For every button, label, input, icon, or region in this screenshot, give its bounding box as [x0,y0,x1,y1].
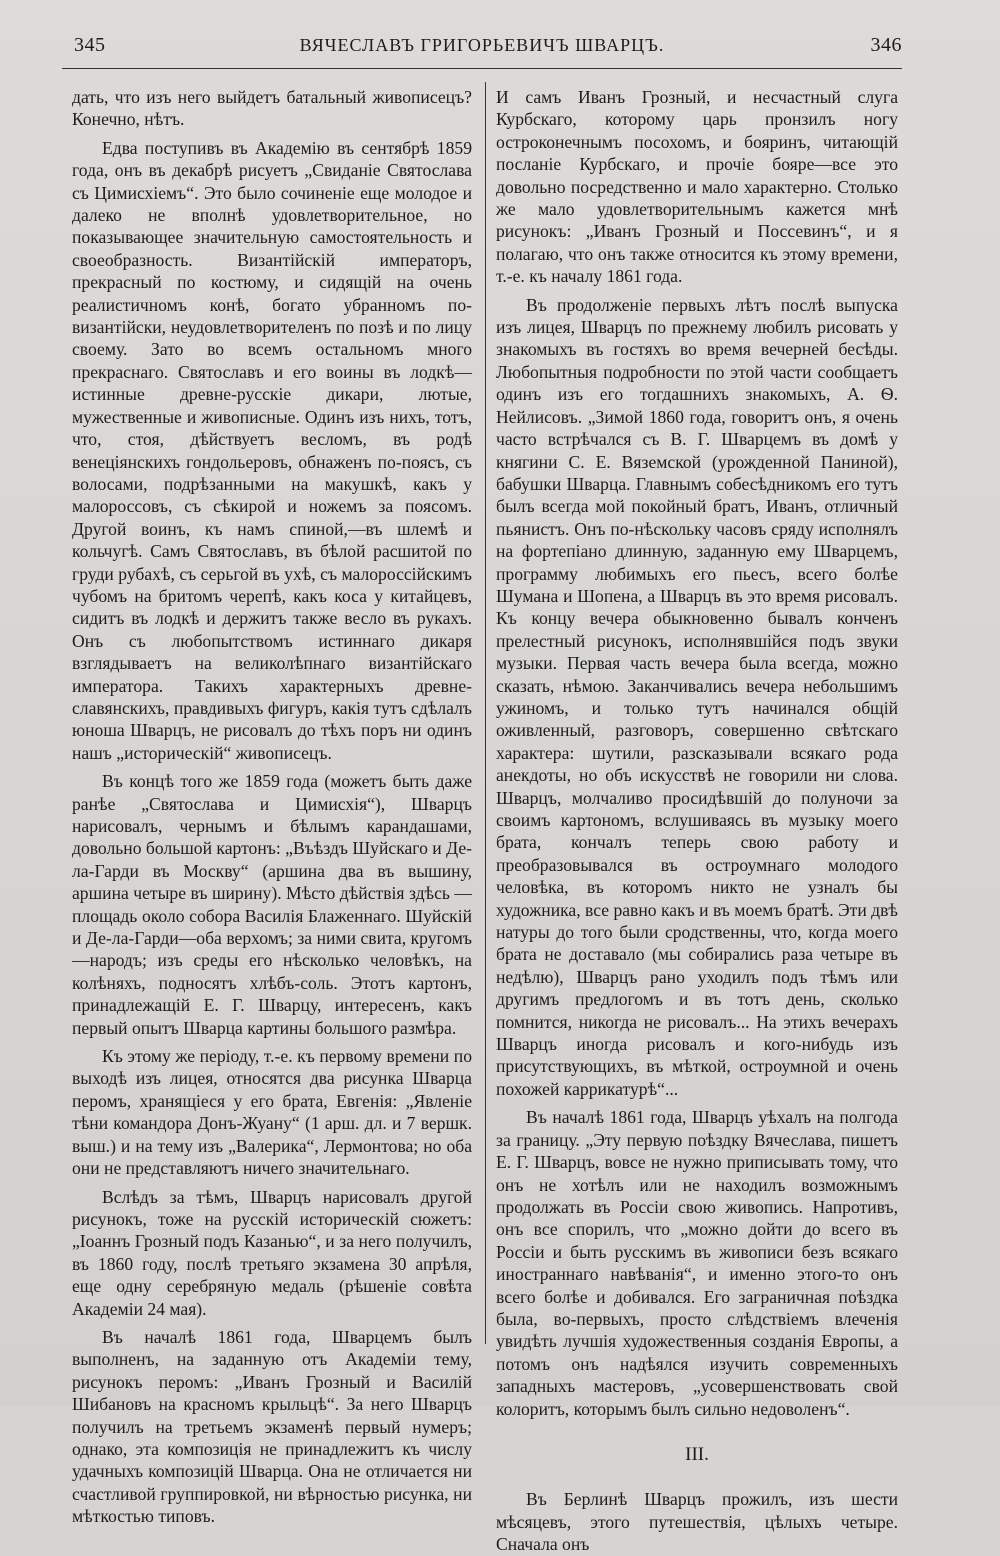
paragraph: Едва поступивъ въ Академію въ сентябрѣ 1859 года, онъ въ декабрѣ рисуетъ „Свиданіе Святослава съ Цимисхіемъ“. Это было сочиненіе еще молодое и далеко не вполнѣ удовлетворительное, но показывающее значительную самостоятельность и своеобразность. Византійскій императоръ, прекрасный по костюму, и сидящій на очень реалистичномъ конѣ, богато убранномъ по-византійски, неудовлетворителенъ по позѣ и по лицу своему. Зато во всемъ остальномъ много прекраснаго. Святославъ и его воины въ лодкѣ—истинные древне-русскіе дикари, лютые, мужественные и живописные. Одинъ изъ нихъ, тотъ, что, стоя, дѣйствуетъ весломъ, въ родѣ венеціянскихъ гондольеровъ, обнаженъ по-поясъ, съ волосами, подрѣзанными на макушкѣ, какъ у малороссовъ, съ сѣкирой и ножемъ за поясомъ. Другой воинъ, къ намъ спиной,—въ шлемѣ и кольчугѣ. Самъ Святославъ, въ бѣлой расшитой по груди рубахѣ, съ серьгой въ ухѣ, съ малороссійскимъ чубомъ на бритомъ черепѣ, какъ коса у китайцевъ, сидитъ въ лодкѣ и держитъ также весло въ рукахъ. Онъ съ любопытствомъ истиннаго дикаря взглядываетъ на великолѣпнаго византійскаго императора. Такихъ характерныхъ древне-славянскихъ, правдивыхъ фигуръ, какія тутъ сдѣлалъ юноша Шварцъ, не рисовалъ до тѣхъ поръ ни одинъ нашъ „историческій“ живописецъ. [72,137,472,763]
paragraph: Въ началѣ 1861 года, Шварцъ уѣхалъ на полгода за границу. „Эту первую поѣздку Вячеслава, пишетъ Е. Г. Шварцъ, вовсе не нужно приписывать тому, что онъ не хотѣлъ или не находилъ возможнымъ продолжать въ Россіи свою живопись. Напротивъ, онъ все спорилъ, что „можно дойти до всего въ Россіи и быть русскимъ въ живописи безъ всякаго иностраннаго навѣванія“, и именно этого-то онъ всего болѣе и добивался. Его заграничная поѣздка была, во-первыхъ, просто слѣдствіемъ влеченія увидѣть лучшія художественныя созданія Европы, а потомъ онъ надѣялся изучить современныхъ западныхъ мастеровъ, „усовершенствовать свой колоритъ, которымъ былъ сильно недоволенъ“. [496,1107,898,1419]
page-number-left: 345 [74,34,106,56]
paragraph: Въ началѣ 1861 года, Шварцемъ былъ выполненъ, на заданную отъ Академіи тему, рисунокъ перомъ: „Иванъ Грозный и Василій Шибановъ на красномъ крыльцѣ“. За него Шварцъ получилъ на третьемъ экзаменѣ первый нумеръ; однако, эта композиція не принадлежитъ къ числу удачныхъ композицій Шварца. Она не отличается ни счастливой группировкой, ни вѣрностью рисунка, ни мѣткостью типовъ. [72,1326,472,1527]
paragraph: И самъ Иванъ Грозный, и несчастный слуга Курбскаго, которому царь пронзилъ ногу остроконечнымъ посохомъ, и бояринъ, читающій посланіе Курбскаго, и прочіе бояре—все это довольно посредственно и мало характерно. Столько же мало удовлетворительнымъ кажется мнѣ рисунокъ: „Иванъ Грозный и Поссевинъ“, и я полагаю, что онъ также относится къ этому времени, т.-е. къ началу 1861 года. [496,87,898,287]
right-column [496,86,898,1556]
section-heading: III. [685,1443,709,1465]
paragraph: Въ Берлинѣ Шварцъ прожилъ, изъ шести мѣсяцевъ, этого путешествія, цѣлыхъ четыре. Сначала онъ [496,1489,898,1555]
paragraph: Вслѣдъ за тѣмъ, Шварцъ нарисовалъ другой рисунокъ, тоже на русскій историческій сюжетъ: „Іоаннъ Грозный подъ Казанью“, и за него получилъ, въ 1860 году, послѣ третьяго экзамена 30 апрѣля, еще одну серебряную медаль (рѣшеніе совѣта Академіи 24 мая). [72,1186,472,1319]
paragraph: дать, что изъ него выйдетъ батальный живописецъ? Конечно, нѣтъ. [72,87,472,130]
running-header [62,34,902,60]
left-column [72,86,472,1528]
paragraph: Къ этому же періоду, т.-е. къ первому времени по выходѣ изъ лицея, относятся два рисунка Шварца перомъ, хранящіеся у его брата, Евгенія: „Явленіе тѣни командора Донъ-Жуану“ (1 арш. дл. и 7 вершк. выш.) и на тему изъ „Валерика“, Лермонтова; но оба они не представляютъ ничего значительнаго. [72,1046,472,1179]
column-divider [485,82,486,1344]
paragraph: Въ концѣ того же 1859 года (можетъ быть даже ранѣе „Святослава и Цимисхія“), Шварцъ нарисовалъ, чернымъ и бѣлымъ карандашами, довольно большой картонъ: „Въѣздъ Шуйскаго и Де-ла-Гарди въ Москву“ (аршина два въ вышину, аршина четыре въ ширину). Мѣсто дѣйствія здѣсь — площадь около собора Василія Блаженнаго. Шуйскій и Де-ла-Гарди—оба верхомъ; за ними свита, кругомъ—народъ; изъ среды его нѣсколько человѣкъ, на колѣняхъ, подносятъ хлѣбъ-соль. Этотъ картонъ, принадлежащій Е. Г. Шварцу, интересенъ, какъ первый опытъ Шварца картины большого размѣра. [72,771,472,1038]
page-number-right: 346 [870,34,902,56]
header-rule [62,68,902,69]
running-title: ВЯЧЕСЛАВЪ ГРИГОРЬЕВИЧЪ ШВАРЦЪ. [299,35,665,55]
paragraph: Въ продолженіе первыхъ лѣтъ послѣ выпуска изъ лицея, Шварцъ по прежнему любилъ рисовать у знакомыхъ въ гостяхъ во время вечерней бесѣды. Любопытныя подробности по этой части сообщаетъ одинъ изъ его тогдашнихъ знакомыхъ, А. Ѳ. Нейлисовъ. „Зимой 1860 года, говоритъ онъ, я очень часто встрѣчался съ В. Г. Шварцемъ въ домѣ у княгини С. Е. Вяземской (урожденной Паниной), бабушки Шварца. Главнымъ собесѣдникомъ его тутъ былъ всегда мой покойный братъ, Иванъ, отличный пьянистъ. Онъ по-нѣскольку часовъ сряду исполнялъ на фортепіано длинную, заданную ему Шварцемъ, программу любимыхъ его пьесъ, всего болѣе Шумана и Шопена, а Шварцъ въ это время рисовалъ. Къ концу вечера обыкновенно бывалъ конченъ прелестный рисунокъ, исполнявшійся подъ звуки музыки. Первая часть вечера была всегда, можно сказать, нѣмою. Заканчивались вечера небольшимъ ужиномъ, и только тутъ начинался общій оживленный, разговоръ, совершенно свѣтскаго характера: шутили, разсказывали всякаго рода анекдоты, но объ искусствѣ не говорили ни слова. Шварцъ, молчаливо просидѣвшій до полуночи за своимъ картономъ, вслушиваясь въ музыку моего брата, кончалъ теперь свою работу и преобразовывался въ остроумнаго молодого человѣка, въ которомъ никто не узналъ бы художника, все равно какъ и въ моемъ братѣ. Эти двѣ натуры до того были сродственны, что, когда моего брата не доставало (мы собирались раза четыре въ недѣлю), Шварцъ рано уходилъ подъ тѣмъ или другимъ предлогомъ и въ тотъ день, сколько помнится, никогда не рисовалъ... На этихъ вечерахъ Шварцъ иногда рисовалъ и кого-нибудь изъ присутствующихъ, въ мѣткой, остроумной и очень похожей каррикатурѣ“... [496,294,898,1099]
